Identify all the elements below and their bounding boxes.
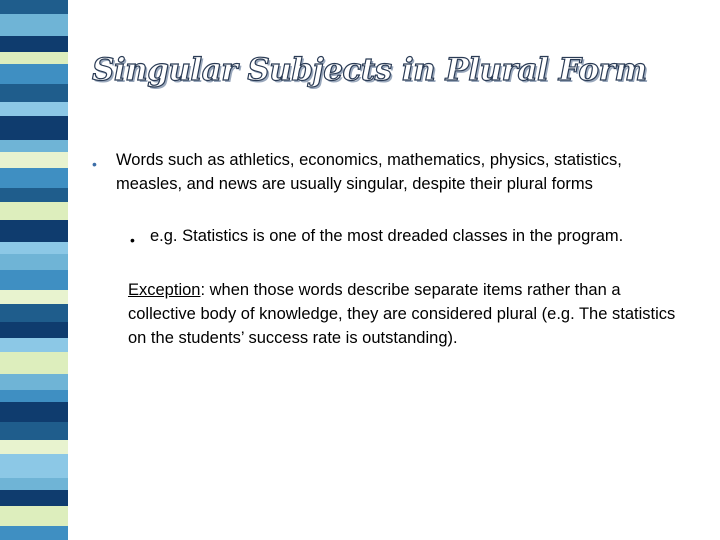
- exception-text: : when those words describe separate items rather than a collective body of knowledge, they are considered plural (e.g. The statistics on the students’ success rate is outstanding).: [128, 281, 676, 347]
- slide-title: Singular Subjects in Plural Form: [92, 52, 647, 88]
- exception-label: Exception: [128, 281, 201, 299]
- sub-point: e.g. Statistics is one of the most dreaded classes in the program.: [150, 227, 624, 245]
- point-1: Words such as athletics, economics, mathematics, physics, statistics, measles, and news are usually singular, despite their plural forms: [116, 151, 622, 193]
- bullet-dot: •: [92, 156, 97, 172]
- sub-bullet-dot: •: [130, 232, 135, 248]
- exception-paragraph: [128, 278, 688, 350]
